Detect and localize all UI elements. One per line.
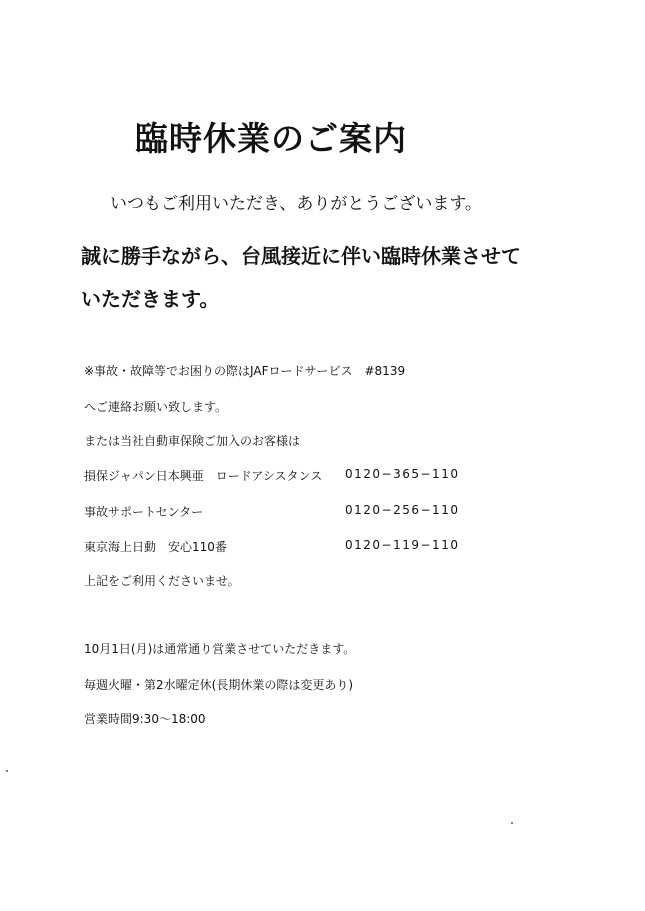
jaf-service-line: ※事故・故障等でお困りの際はJAFロードサービス #8139 [84, 364, 406, 378]
scan-speck [6, 770, 8, 772]
contact-phone-sompo: 0120−365−110 [345, 467, 460, 481]
contact-name-sompo: 損保ジャパン日本興亜 ロードアシスタンス [84, 469, 323, 483]
notice-title: 臨時休業のご案内 [135, 119, 407, 158]
business-hours: 営業時間9:30〜18:00 [84, 712, 206, 726]
contact-name-tokio-marine: 東京海上日動 安心110番 [84, 540, 227, 554]
contact-phone-tokio-marine: 0120−119−110 [345, 538, 460, 552]
closing-line: 上記をご利用くださいませ。 [84, 574, 240, 588]
closure-announcement-line-1: 誠に勝手ながら、台風接近に伴い臨時休業させて [81, 244, 521, 268]
regular-closed-days: 毎週火曜・第2水曜定休(長期休業の際は変更あり) [84, 678, 353, 692]
contact-name-accident-support: 事故サポートセンター [84, 505, 204, 519]
contact-phone-accident-support: 0120−256−110 [345, 503, 460, 517]
insurance-customers-line: または当社自動車保険ご加入のお客様は [84, 434, 301, 448]
greeting-text: いつもご利用いただき、ありがとうございます。 [110, 194, 482, 214]
closure-announcement-line-2: いただきます。 [81, 287, 220, 311]
contact-request-line: へご連絡お願い致します。 [84, 400, 228, 414]
scan-speck [511, 822, 513, 824]
reopen-notice: 10月1日(月)は通常通り営業させていただきます。 [84, 642, 356, 656]
